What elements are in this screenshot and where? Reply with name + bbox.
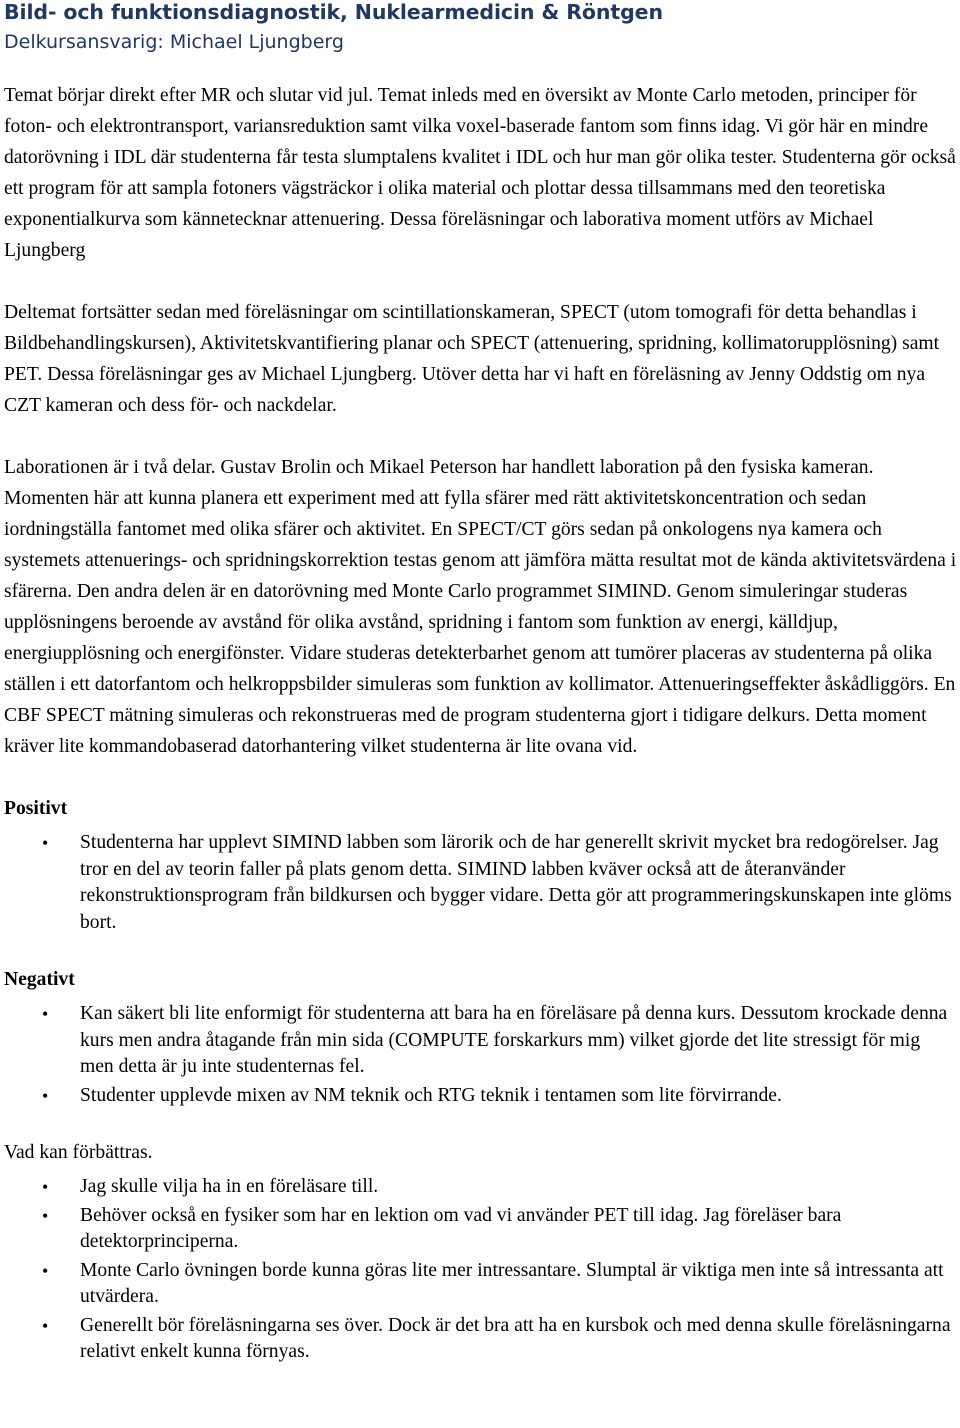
bullet-icon: • [42,1315,49,1336]
negative-list [4,1001,958,1109]
bullet-icon: • [42,1205,49,1226]
negative-heading: Negativt [4,969,75,990]
bullet-icon: • [42,1004,49,1024]
bullet-icon: • [42,1177,49,1197]
bullet-icon: • [42,1260,49,1281]
list-item: • Kan säkert bli lite enformigt för studenterna att bara ha en föreläsare på denna kurs. Dessutom krockade denna kurs men andra åtagande från min sida (COMPUTE forskarkurs mm) vilket gjorde det lite stressigt för mig men detta är ju inte studenternas fel. [42,1003,948,1077]
list-item: • Jag skulle vilja ha in en föreläsare till. [80,1174,958,1201]
paragraph-monte-carlo: Temat börjar direkt efter MR och slutar vid jul. Temat inleds med en översikt av Monte Carlo metoden, principer för foton- och elektrontransport, variansreduktion samt vilka voxel-baserade fantom som finns idag. Vi gör här en mindre datorövning i IDL där studenterna får testa slumptalens kvalitet i IDL och hur man gör olika tester. Studenterna gör också ett program för att sampla fotoners vägsträckor i olika material och plottar dessa tillsammans med den teoretiska exponentialkurva som kännetecknar attenuering. Dessa föreläsningar och laborativa moment utförs av Michael Ljungberg [4,85,956,261]
positive-list [4,830,958,936]
improvements-heading: Vad kan förbättras. [4,1142,153,1163]
positive-heading: Positivt [4,798,68,819]
document-page [4,0,958,1368]
bullet-icon: • [42,1085,49,1106]
list-item: • Studenterna har upplevt SIMIND labben som lärorik och de har generellt skrivit mycket bra redogörelser. Jag tror en del av teorin faller på plats genom detta. SIMIND labben kväver också att de återanvänder rekonstruktionsprogram från bildkursen och bygger vidare. Detta gör att programmeringskunskapen inte glöms bort. [42,832,952,933]
improvements-list [4,1174,958,1366]
course-responsible: Delkursansvarig: Michael Ljungberg [4,31,344,53]
paragraph-lectures: Deltemat fortsätter sedan med föreläsningar om scintillationskameran, SPECT (utom tomografi för detta behandlas i Bildbehandlingskursen), Aktivitetskvantifiering planar och SPECT (attenuering, spridning, kollimatorupplösning) samt PET. Dessa föreläsningar ges av Michael Ljungberg. Utöver detta har vi haft en föreläsning av Jenny Oddstig om nya CZT kameran och dess för- och nackdelar. [4,302,940,416]
paragraph-laboration: Laborationen är i två delar. Gustav Brolin och Mikael Peterson har handlett laboration på den fysiska kameran. Momenten här att kunna planera ett experiment med att fylla sfärer med rätt aktivitetskoncentration och sedan iordningställa fantomet med olika sfärer och aktivitet. En SPECT/CT görs sedan på onkologens nya kamera och systemets attenuerings- och spridningskorrektion testas genom att jämföra mätta resultat mot de kända aktivitetsvärdena i sfärerna. Den andra delen är en datorövning med Monte Carlo programmet SIMIND. Genom simuleringar studeras upplösningens beroende av avstånd för olika avstånd, spridning i fantom som funktion av energi, källdjup, energiupplösning och energifönster. Vidare studeras detekterbarhet genom att tumörer placeras av studenterna på olika ställen i ett datorfantom och helkroppsbilder simuleras som funktion av kollimator. Attenueringseffekter åskådliggörs. En CBF SPECT mätning simuleras och rekonstrueras med de program studenterna gjort i tidigare delkurs. Detta moment kräver lite kommandobaserad datorhantering vilket studenterna är lite ovana vid. [4,457,957,757]
list-item: • Generellt bör föreläsningarna ses över. Dock är det bra att ha en kursbok och med denna skulle föreläsningarna relativt enkelt kunna förnyas. [42,1314,951,1362]
document-title: Bild- och funktionsdiagnostik, Nuklearmedicin & Röntgen [4,0,663,24]
list-item: • Behöver också en fysiker som har en lektion om vad vi använder PET till idag. Jag föreläser bara detektorprinciperna. [42,1204,842,1252]
bullet-icon: • [42,833,49,853]
list-item: • Studenter upplevde mixen av NM teknik och RTG teknik i tentamen som lite förvirrande. [80,1083,958,1110]
list-item: • Monte Carlo övningen borde kunna göras lite mer intressantare. Slumptal är viktiga men inte så intressanta att utvärdera. [42,1259,944,1307]
